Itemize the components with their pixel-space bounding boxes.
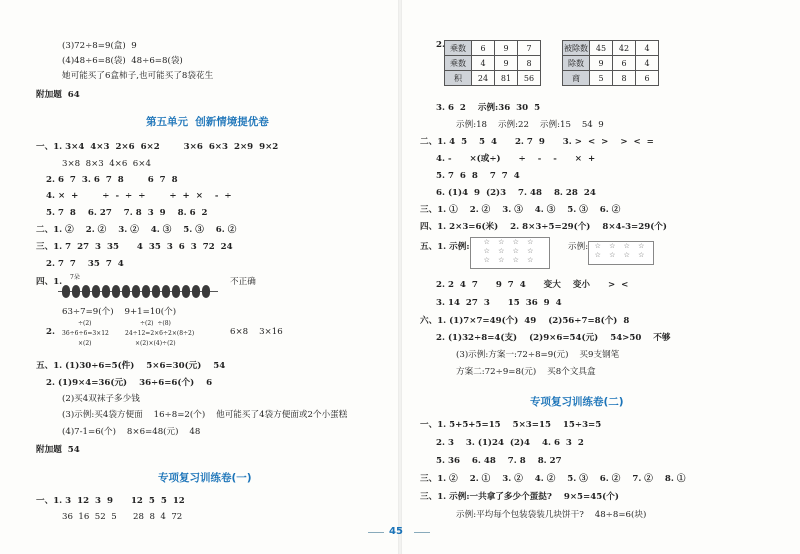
answer-line: 2. (1)9×4=36(元) 36÷6=6(个) 6 xyxy=(46,378,213,388)
calc-annotation: ÷(2) ÷(8) xyxy=(140,320,171,327)
answer-note: 不正确 xyxy=(230,277,256,287)
answer-line: 36 16 52 5 28 8 4 72 xyxy=(62,512,183,522)
bead-icon xyxy=(72,285,80,298)
calc-annotation: 36÷6÷6=3×12 xyxy=(62,330,109,337)
table-cell: 42 xyxy=(613,41,636,56)
table-cell: 9 xyxy=(590,56,613,71)
bead-label: 7朵 xyxy=(70,274,80,281)
answer-line: 4. - ×(或÷) ÷ - - × + xyxy=(436,154,596,164)
answer-line: 三、1. 7 27 3 35 4 35 3 6 3 72 24 xyxy=(36,242,233,252)
multiplication-table xyxy=(444,40,541,86)
unit5-title: 第五单元 创新情境提优卷 xyxy=(146,116,269,128)
answer-line: (3)72÷8=9(盒) 9 xyxy=(62,41,137,51)
answer-line: 四、1. xyxy=(36,277,63,287)
bead-icon xyxy=(202,285,210,298)
answer-line: 五、1. 示例: xyxy=(420,242,470,252)
answer-line: 四、1. 2×3=6(米) 2. 8×3÷5=29(个) 8×4-3=29(个) xyxy=(420,222,667,232)
table-cell: 积 xyxy=(445,71,472,86)
answer-line: 2. (1)32÷8=4(支) (2)9×6=54(元) 54>50 不够 xyxy=(436,333,671,343)
special2-title: 专项复习训练卷(二) xyxy=(530,396,624,408)
table-cell: 6 xyxy=(636,71,659,86)
table-cell: 8 xyxy=(518,56,541,71)
bead-icon xyxy=(82,285,90,298)
star-diagram xyxy=(588,241,654,265)
bead-icon xyxy=(62,285,70,298)
answer-line: 示例: xyxy=(568,242,589,252)
answer-line: 示例:18 示例:22 示例:15 54 9 xyxy=(456,120,604,130)
star-row: ☆ ☆ ☆ ☆ xyxy=(594,242,648,250)
table-cell: 81 xyxy=(495,71,518,86)
right-page xyxy=(400,0,800,554)
table-cell: 9 xyxy=(495,56,518,71)
answer-line: (4)7-1=6(个) 8×6=48(元) 48 xyxy=(62,427,201,437)
table-cell: 56 xyxy=(518,71,541,86)
answer-line: 3×8 8×3 4×6 6×4 xyxy=(62,159,151,169)
bead-icon xyxy=(162,285,170,298)
answer-line: 她可能买了6盒柿子,也可能买了8袋花生 xyxy=(62,71,214,81)
bead-icon xyxy=(152,285,160,298)
table-cell: 乘数 xyxy=(445,41,472,56)
bead-icon xyxy=(92,285,100,298)
star-diagram xyxy=(470,237,550,269)
calc-annotation: 24÷12=2×6÷2×(8÷2) xyxy=(125,330,195,337)
answer-line: (2)买4双袜子多少钱 xyxy=(62,394,140,404)
table-cell: 商 xyxy=(563,71,590,86)
answer-line: 2. 6 7 3. 6 7 8 6 7 8 xyxy=(46,175,178,185)
bonus-question: 附加题 64 xyxy=(36,90,80,100)
table-cell: 45 xyxy=(590,41,613,56)
table-cell: 乘数 xyxy=(445,56,472,71)
answer-line: (4)48÷6=8(袋) 48÷6=8(袋) xyxy=(62,56,183,66)
answer-line: 一、1. 3×4 4×3 2×6 6×2 3×6 6×3 2×9 9×2 xyxy=(36,142,279,152)
answer-line: 6×8 3×16 xyxy=(230,327,283,337)
answer-line: 一、1. 5+5+5=15 5×3=15 15÷3=5 xyxy=(420,420,602,430)
bead-icon xyxy=(102,285,110,298)
division-table xyxy=(562,40,659,86)
table-cell: 除数 xyxy=(563,56,590,71)
answer-line: 2. 7 7 35 7 4 xyxy=(46,259,124,269)
bead-icon xyxy=(122,285,130,298)
table-cell: 8 xyxy=(613,71,636,86)
star-row: ☆ ☆ ☆ ☆ xyxy=(483,256,537,264)
page-number-rule xyxy=(368,532,384,533)
calc-annotation: ÷(2) xyxy=(78,320,92,327)
bead-icon xyxy=(112,285,120,298)
answer-line: 2. 3 3. (1)24 (2)4 4. 6 3 2 xyxy=(436,438,584,448)
answer-line: 六、1. (1)7×7=49(个) 49 (2)56÷7=8(个) 8 xyxy=(420,316,630,326)
answer-line: 6. (1)4 9 (2)3 7. 48 8. 28 24 xyxy=(436,188,596,198)
table-cell: 4 xyxy=(636,41,659,56)
table-cell: 24 xyxy=(472,71,495,86)
star-row: ☆ ☆ ☆ ☆ xyxy=(594,251,648,259)
calc-annotation: ×(2)×(4)÷(2) xyxy=(135,340,176,347)
answer-line: 一、1. 3 12 3 9 12 5 5 12 xyxy=(36,496,185,506)
table-cell: 9 xyxy=(495,41,518,56)
bead-icon xyxy=(142,285,150,298)
answer-line: 5. 36 6. 48 7. 8 8. 27 xyxy=(436,456,562,466)
table-cell: 7 xyxy=(518,41,541,56)
answer-line: 63÷7=9(个) 9+1=10(个) xyxy=(62,307,177,317)
special1-title: 专项复习训练卷(一) xyxy=(158,472,252,484)
bead-diagram xyxy=(62,285,210,298)
table-cell: 4 xyxy=(472,56,495,71)
answer-line: 5. 7 8 6. 27 7. 8 3 9 8. 6 2 xyxy=(46,208,208,218)
answer-line: 示例:平均每个包装袋装几块饼干? 48÷8=6(块) xyxy=(456,510,647,520)
answer-line: 五、1. (1)30÷6=5(件) 5×6=30(元) 54 xyxy=(36,361,226,371)
answer-line: 3. 14 27 3 15 36 9 4 xyxy=(436,298,562,308)
answer-line: (3)示例:买4袋方便面 16÷8=2(个) 他可能买了4袋方便面或2个小蛋糕 xyxy=(62,410,348,420)
table-cell: 6 xyxy=(613,56,636,71)
bonus-question: 附加题 54 xyxy=(36,445,80,455)
page-number: 45 xyxy=(389,526,403,537)
table-cell: 被除数 xyxy=(563,41,590,56)
bead-icon xyxy=(172,285,180,298)
answer-line: 2. xyxy=(46,327,55,337)
bead-icon xyxy=(132,285,140,298)
table-cell: 6 xyxy=(472,41,495,56)
answer-line: 3. 6 2 示例:36 30 5 xyxy=(436,103,541,113)
answer-line: 5. 7 6 8 7 7 4 xyxy=(436,171,520,181)
question-label: 2. xyxy=(436,40,445,50)
answer-line: 4. × + ÷ - ÷ ÷ ÷ + × - ÷ xyxy=(46,191,232,201)
answer-line: 三、1. ② 2. ① 3. ② 4. ② 5. ③ 6. ② 7. ② 8. ① xyxy=(420,474,686,484)
answer-line: 三、1. 示例:一共拿了多少个蛋挞? 9×5=45(个) xyxy=(420,492,619,502)
answer-line: 2. 2 4 7 9 7 4 变大 变小 > < xyxy=(436,280,629,290)
bead-icon xyxy=(182,285,190,298)
table-cell: 5 xyxy=(590,71,613,86)
answer-line: 方案二:72÷9=8(元) 买8个文具盒 xyxy=(456,367,596,377)
calc-annotation: ×(2) xyxy=(78,340,92,347)
answer-line: 三、1. ① 2. ② 3. ③ 4. ③ 5. ③ 6. ② xyxy=(420,205,621,215)
answer-line: 二、1. 4 5 5 4 2. 7 9 3. > < > > < = xyxy=(420,137,654,147)
answer-line: 二、1. ② 2. ② 3. ② 4. ③ 5. ③ 6. ② xyxy=(36,225,237,235)
answer-line: (3)示例:方案一:72÷8=9(元) 买9支钢笔 xyxy=(456,350,620,360)
page-number-rule xyxy=(414,532,430,533)
table-cell: 4 xyxy=(636,56,659,71)
star-row: ☆ ☆ ☆ ☆ xyxy=(483,247,537,255)
star-row: ☆ ☆ ☆ ☆ xyxy=(483,238,537,246)
bead-icon xyxy=(192,285,200,298)
